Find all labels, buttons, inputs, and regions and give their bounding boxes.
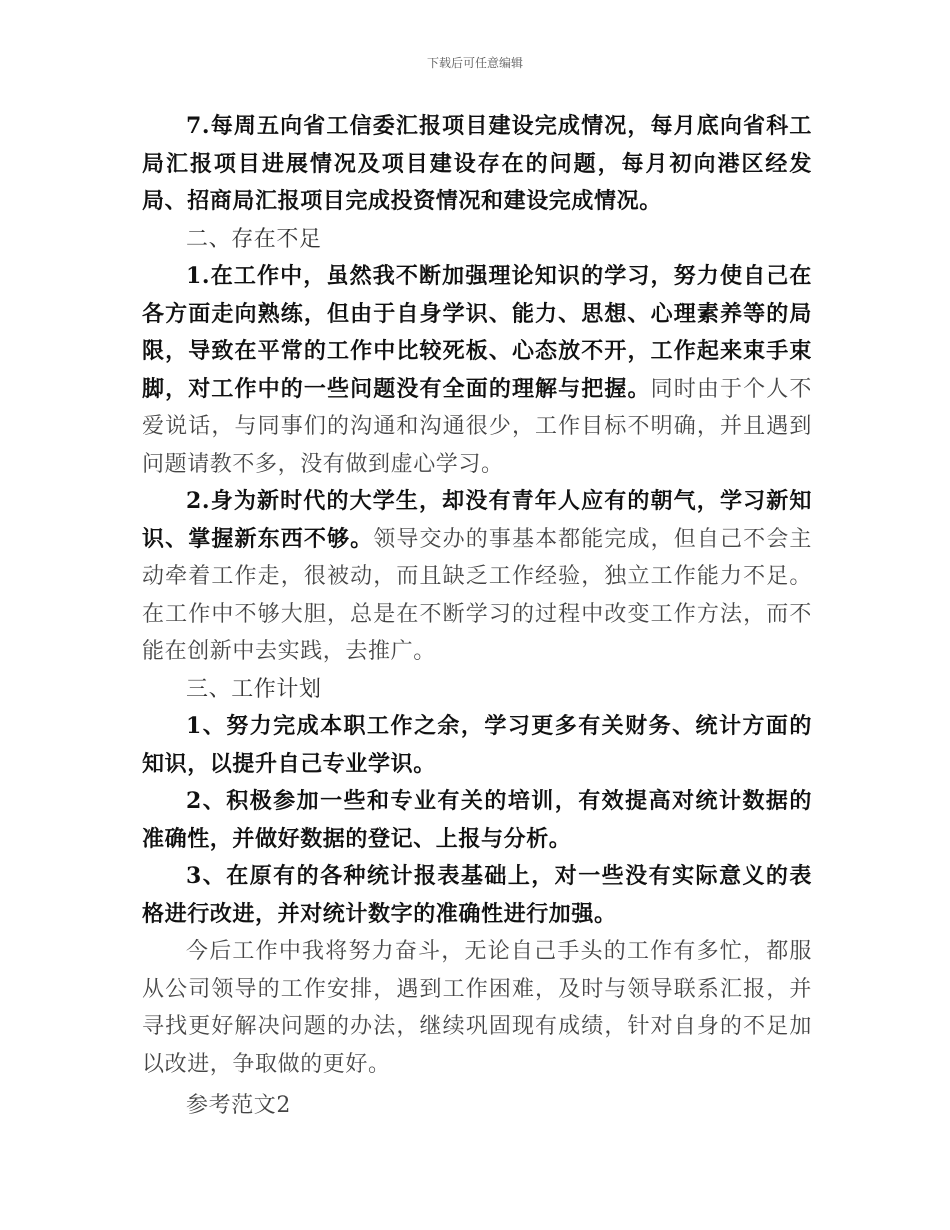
reference-sample-heading xyxy=(142,1087,812,1125)
paragraph-bold-text: 3、在原有的各种统计报表基础上，对一些没有实际意义的表格进行改进，并对统计数字的准确性进行加强。 xyxy=(142,863,812,927)
paragraph-normal-text: 今后工作中我将努力奋斗，无论自己手头的工作有多忙，都服从公司领导的工作安排，遇到工作困难，及时与领导联系汇报，并寻找更好解决问题的办法，继续巩固现有成绩，针对自身的不足加以改进，争取做的更好。 xyxy=(142,939,812,1077)
section-heading-shortcomings xyxy=(142,221,812,259)
paragraph-plan-3 xyxy=(142,858,812,933)
paragraph-bold-text: 1.在工作中，虽然我不断加强理论知识的学习，努力使自己在各方面走向熟练，但由于自身学识、能力、思想、心理素养等的局限，导致在平常的工作中比较死板、心态放不开，工作起来束手束脚，对工作中的一些问题没有全面的理解与把握。 xyxy=(142,263,812,402)
paragraph-item-7 xyxy=(142,108,812,221)
paragraph-bold-text: 1、努力完成本职工作之余，学习更多有关财务、统计方面的知识，以提升自己专业学识。 xyxy=(142,713,812,777)
paragraph-normal-text: 同时由于个人不爱说话，与同事们的沟通和沟通很少，工作目标不明确，并且遇到问题请教不多，没有做到虚心学习。 xyxy=(142,376,812,477)
paragraph-bold-text: 7.每周五向省工信委汇报项目建设完成情况，每月底向省科工局汇报项目进展情况及项目建设存在的问题，每月初向港区经发局、招商局汇报项目完成投资情况和建设完成情况。 xyxy=(142,113,812,214)
section-heading-work-plan xyxy=(142,671,812,709)
paragraph-normal-text: 二、存在不足 xyxy=(186,226,322,252)
paragraph-plan-1 xyxy=(142,708,812,783)
document-body xyxy=(142,108,812,1125)
paragraph-shortcoming-1 xyxy=(142,258,812,483)
paragraph-normal-text: 领导交办的事基本都能完成，但自己不会主动牵着工作走，很被动，而且缺乏工作经验，独立工作能力不足。在工作中不够大胆，总是在不断学习的过程中改变工作方法，而不能在创新中去实践，去推广。 xyxy=(142,526,812,664)
paragraph-normal-text: 三、工作计划 xyxy=(186,676,322,702)
paragraph-normal-text: 参考范文2 xyxy=(186,1093,291,1118)
paragraph-shortcoming-2 xyxy=(142,483,812,671)
paragraph-conclusion xyxy=(142,933,812,1083)
paragraph-bold-text: 2.身为新时代的大学生，却没有青年人应有的朝气，学习新知识、掌握新东西不够。 xyxy=(142,488,812,552)
paragraph-plan-2 xyxy=(142,783,812,858)
paragraph-bold-text: 2、积极参加一些和专业有关的培训，有效提高对统计数据的准确性，并做好数据的登记、上报与分析。 xyxy=(142,788,812,852)
header-note: 下载后可任意编辑 xyxy=(426,56,523,70)
